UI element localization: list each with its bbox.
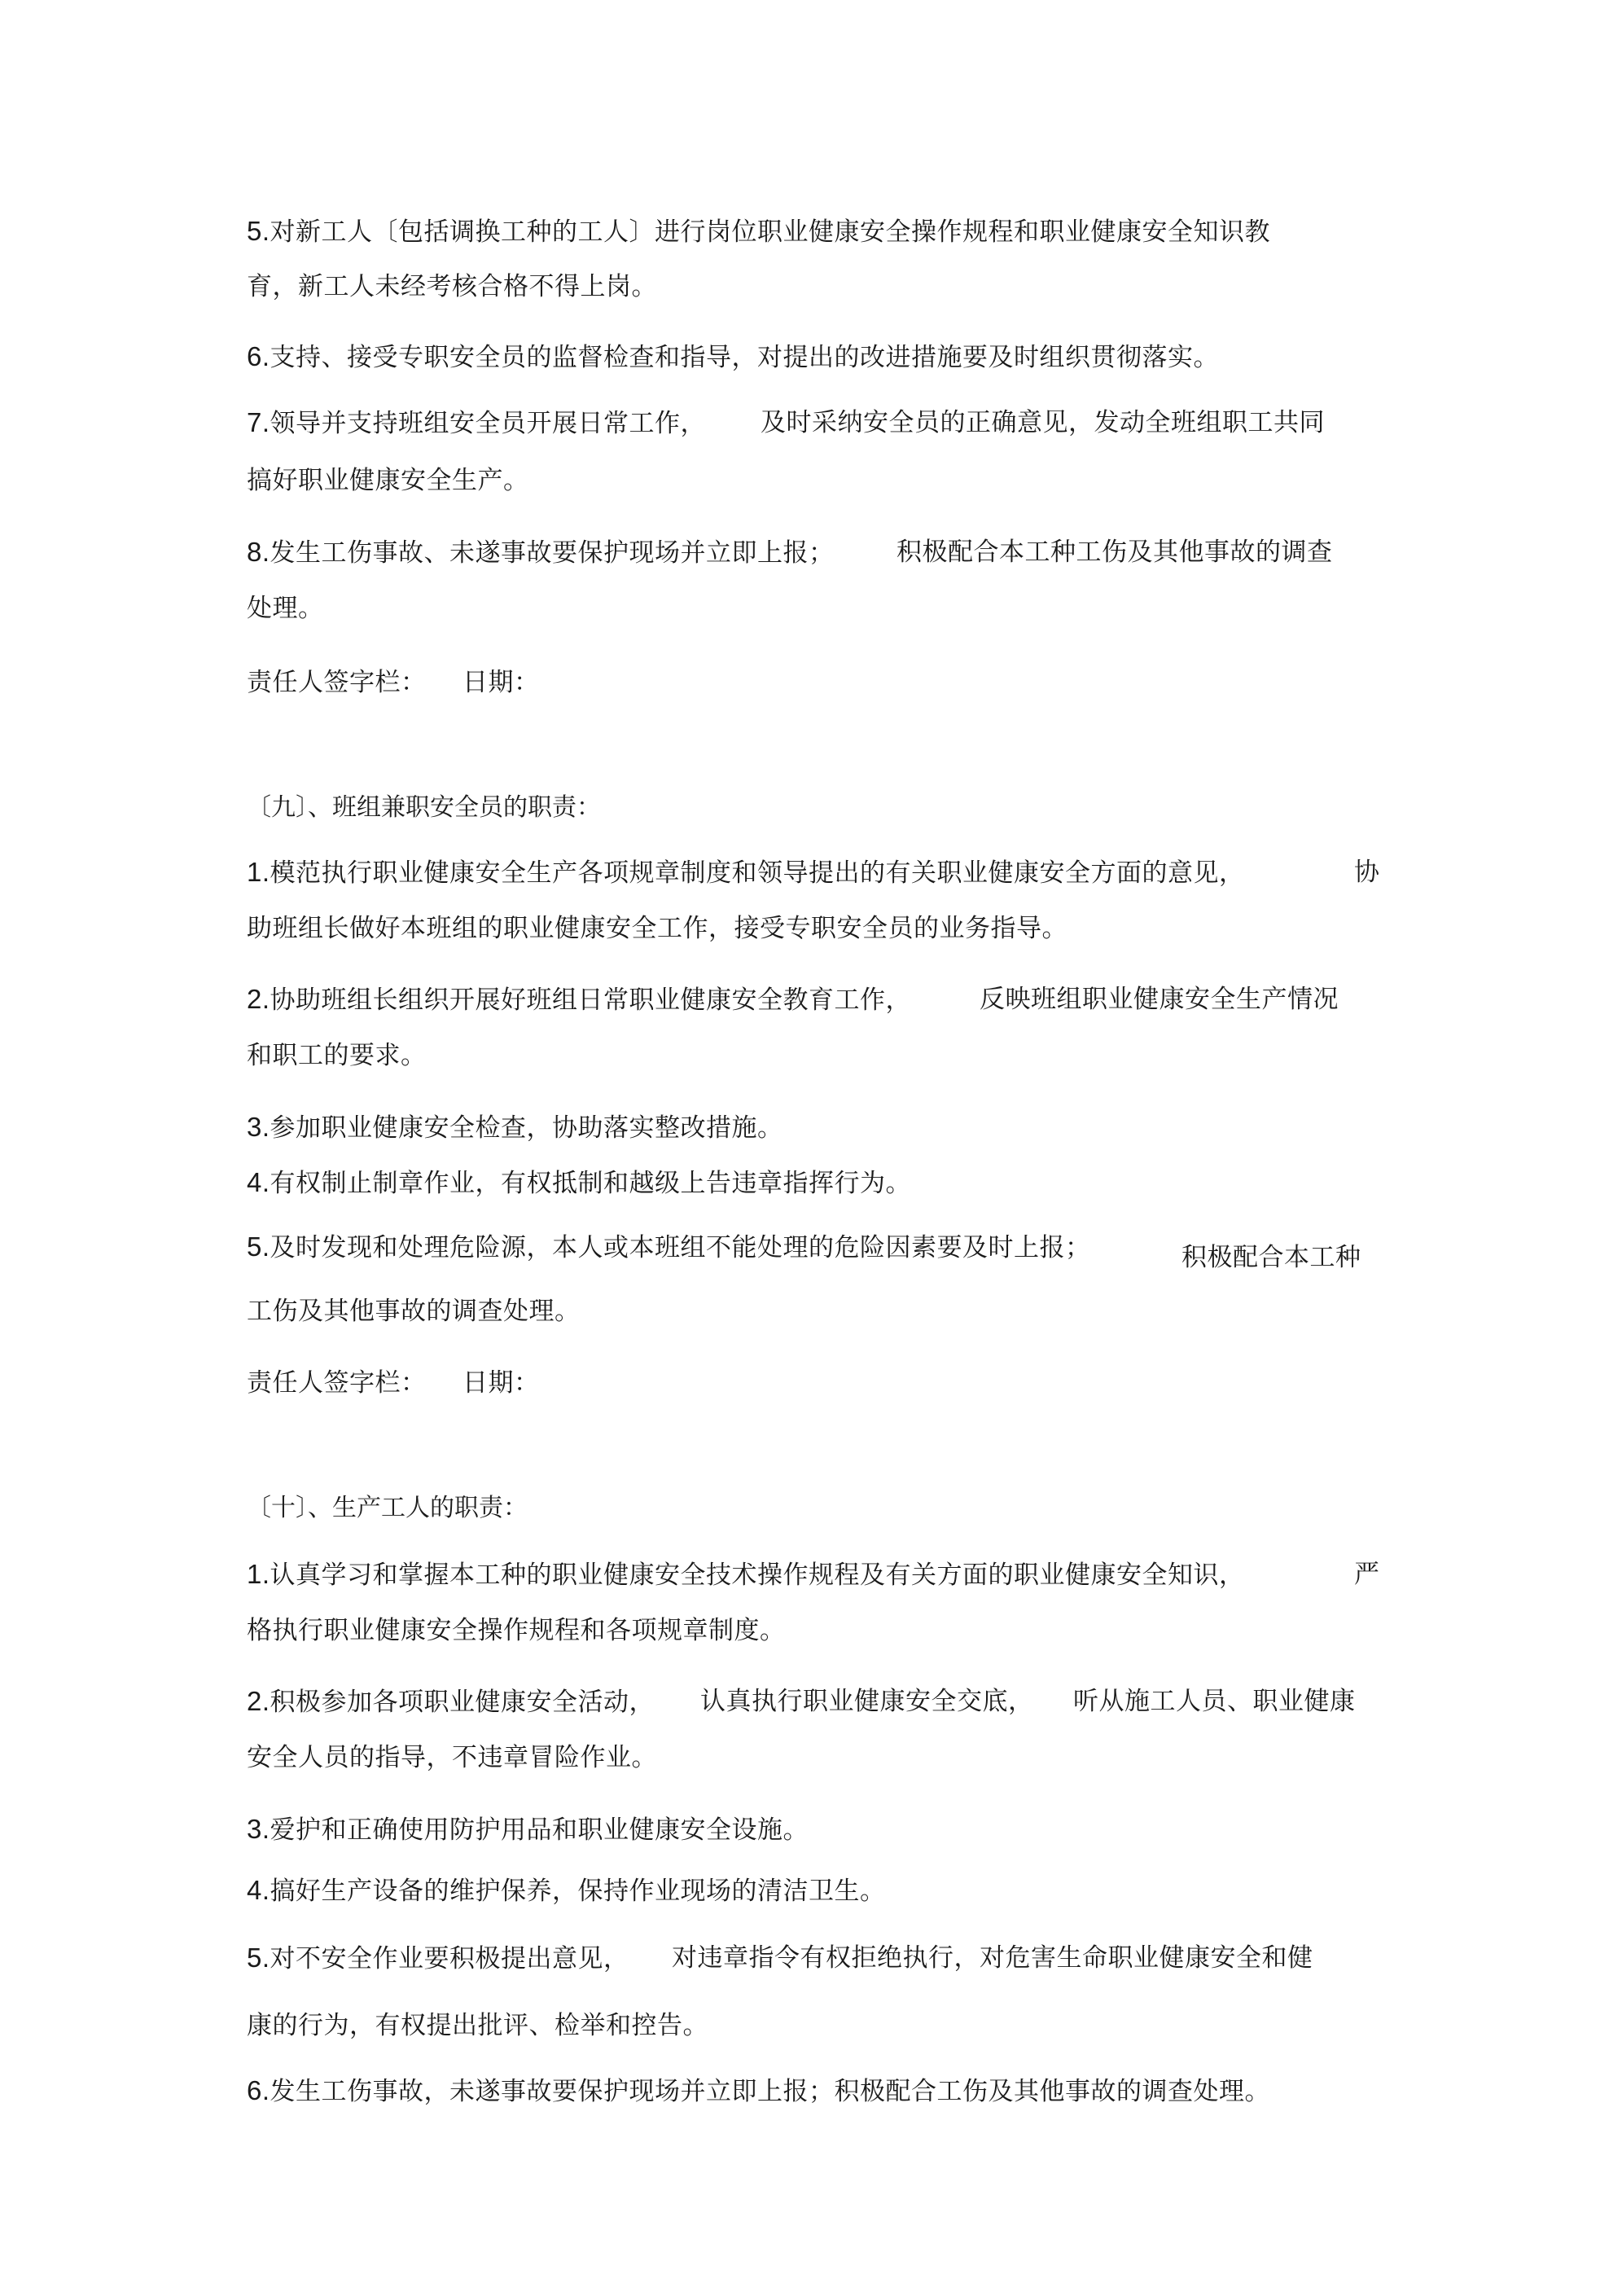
item-number: 3. [247, 1814, 270, 1844]
s10-item-5-line-2 [247, 2009, 708, 2042]
s9-item-2-line-1 [247, 983, 911, 1016]
item-text: 及时发现和处理危险源，本人或本班组不能处理的危险因素要及时上报； [270, 1233, 1091, 1262]
item-text: 工伤及其他事故的调查处理。 [247, 1297, 581, 1326]
item-8-line-1 [247, 536, 835, 569]
item-text: 反映班组职业健康安全生产情况 [980, 985, 1339, 1014]
section-9-heading [247, 792, 601, 824]
item-text: 有权制止制章作业，有权抵制和越级上告违章指挥行为。 [270, 1169, 912, 1198]
s10-item-1-line-1-end [1354, 1558, 1380, 1591]
item-number: 4. [247, 1167, 270, 1197]
item-text: 搞好职业健康安全生产。 [247, 466, 529, 495]
item-text: 支持、接受专职安全员的监督检查和指导，对提出的改进措施要及时组织贯彻落实。 [270, 343, 1220, 372]
item-text: 参加职业健康安全检查，协助落实整改措施。 [270, 1113, 783, 1143]
s10-item-2-line-1-cont2 [1073, 1685, 1356, 1718]
s10-item-1-line-2 [247, 1614, 786, 1647]
item-number: 5. [247, 216, 270, 246]
s9-item-5-line-2 [247, 1295, 581, 1328]
item-number: 3. [247, 1112, 270, 1142]
item-text: 严 [1354, 1560, 1380, 1589]
s10-item-1-line-1 [247, 1558, 1245, 1591]
signature-line-2 [247, 1367, 427, 1399]
item-text: 对违章指令有权拒绝执行，对危害生命职业健康安全和健 [672, 1943, 1313, 1973]
s10-item-2-line-1-cont [700, 1685, 1034, 1718]
item-text: 积极参加各项职业健康安全活动， [270, 1688, 655, 1717]
item-text: 发生工伤事故，未遂事故要保护现场并立即上报；积极配合工伤及其他事故的调查处理。 [270, 2077, 1271, 2106]
item-7-line-1-cont [761, 406, 1325, 439]
item-text: 领导并支持班组安全员开展日常工作， [270, 409, 707, 438]
section-10-heading [247, 1492, 528, 1525]
item-text: 发生工伤事故、未遂事故要保护现场并立即上报； [270, 538, 835, 568]
item-number: 6. [247, 341, 270, 371]
s10-item-5-line-1 [247, 1942, 629, 1975]
item-number: 2. [247, 984, 270, 1014]
item-7-line-2 [247, 464, 529, 497]
signature-line-1 [247, 666, 427, 699]
s10-item-3 [247, 1813, 809, 1846]
date-label: 日期： [462, 1368, 540, 1398]
item-text: 对不安全作业要积极提出意见， [270, 1944, 629, 1973]
s9-item-2-line-2 [247, 1039, 427, 1072]
s9-item-1-line-1 [247, 856, 1245, 889]
s10-item-2-line-2 [247, 1741, 657, 1774]
item-number: 8. [247, 537, 270, 567]
s9-item-1-line-1-end [1354, 856, 1380, 889]
item-number: 1. [247, 1559, 270, 1589]
s9-item-5-line-1 [247, 1231, 1091, 1264]
item-text: 康的行为，有权提出批评、检举和控告。 [247, 2011, 708, 2040]
item-text: 育，新工人未经考核合格不得上岗。 [247, 272, 657, 301]
s9-item-5-line-1-cont [1181, 1241, 1361, 1274]
s9-item-4 [247, 1166, 911, 1200]
item-6-line-1 [247, 340, 1219, 374]
date-label-1 [462, 666, 540, 699]
item-number: 6. [247, 2075, 270, 2105]
section-heading-text: 〔十〕、生产工人的职责： [247, 1494, 528, 1522]
item-text: 助班组长做好本班组的职业健康安全工作，接受专职安全员的业务指导。 [247, 914, 1067, 943]
item-text: 听从施工人员、职业健康 [1073, 1687, 1356, 1716]
item-text: 模范执行职业健康安全生产各项规章制度和领导提出的有关职业健康安全方面的意见， [270, 858, 1245, 888]
item-8-line-2 [247, 592, 324, 625]
s10-item-6 [247, 2074, 1270, 2108]
item-number: 1. [247, 857, 270, 887]
item-text: 协助班组长组织开展好班组日常职业健康安全教育工作， [270, 986, 912, 1015]
s10-item-5-line-1-cont [672, 1942, 1313, 1974]
date-label-2 [462, 1367, 540, 1399]
item-text: 格执行职业健康安全操作规程和各项规章制度。 [247, 1616, 786, 1645]
s10-item-2-line-1 [247, 1685, 655, 1719]
signature-label: 责任人签字栏： [247, 668, 427, 697]
item-text: 积极配合本工种工伤及其他事故的调查 [896, 538, 1333, 567]
item-text: 认真学习和掌握本工种的职业健康安全技术操作规程及有关方面的职业健康安全知识， [270, 1561, 1245, 1590]
item-text: 积极配合本工种 [1181, 1243, 1361, 1272]
item-number: 4. [247, 1875, 270, 1905]
item-number: 2. [247, 1686, 270, 1716]
item-8-line-1-cont [896, 536, 1333, 569]
s9-item-1-line-2 [247, 912, 1067, 945]
item-number: 7. [247, 407, 270, 437]
item-text: 协 [1354, 858, 1380, 887]
item-text: 及时采纳安全员的正确意见，发动全班组职工共同 [761, 408, 1325, 437]
item-5-line-1 [247, 215, 1270, 248]
item-7-line-1 [247, 406, 706, 440]
item-number: 5. [247, 1231, 270, 1262]
item-text: 对新工人〔包括调换工种的工人〕进行岗位职业健康安全操作规程和职业健康安全知识教 [270, 217, 1271, 247]
s9-item-3 [247, 1111, 783, 1144]
item-text: 搞好生产设备的维护保养，保持作业现场的清洁卫生。 [270, 1877, 886, 1906]
signature-label: 责任人签字栏： [247, 1368, 427, 1398]
item-5-line-2 [247, 270, 657, 303]
section-heading-text: 〔九〕、班组兼职安全员的职责： [247, 793, 601, 822]
item-text: 安全人员的指导，不违章冒险作业。 [247, 1743, 657, 1772]
item-text: 爱护和正确使用防护用品和职业健康安全设施。 [270, 1815, 809, 1845]
item-text: 认真执行职业健康安全交底， [700, 1687, 1034, 1716]
item-text: 处理。 [247, 594, 324, 623]
s9-item-2-line-1-cont [980, 983, 1339, 1016]
item-number: 5. [247, 1943, 270, 1973]
date-label: 日期： [462, 668, 540, 697]
item-text: 和职工的要求。 [247, 1041, 427, 1070]
s10-item-4 [247, 1874, 886, 1907]
